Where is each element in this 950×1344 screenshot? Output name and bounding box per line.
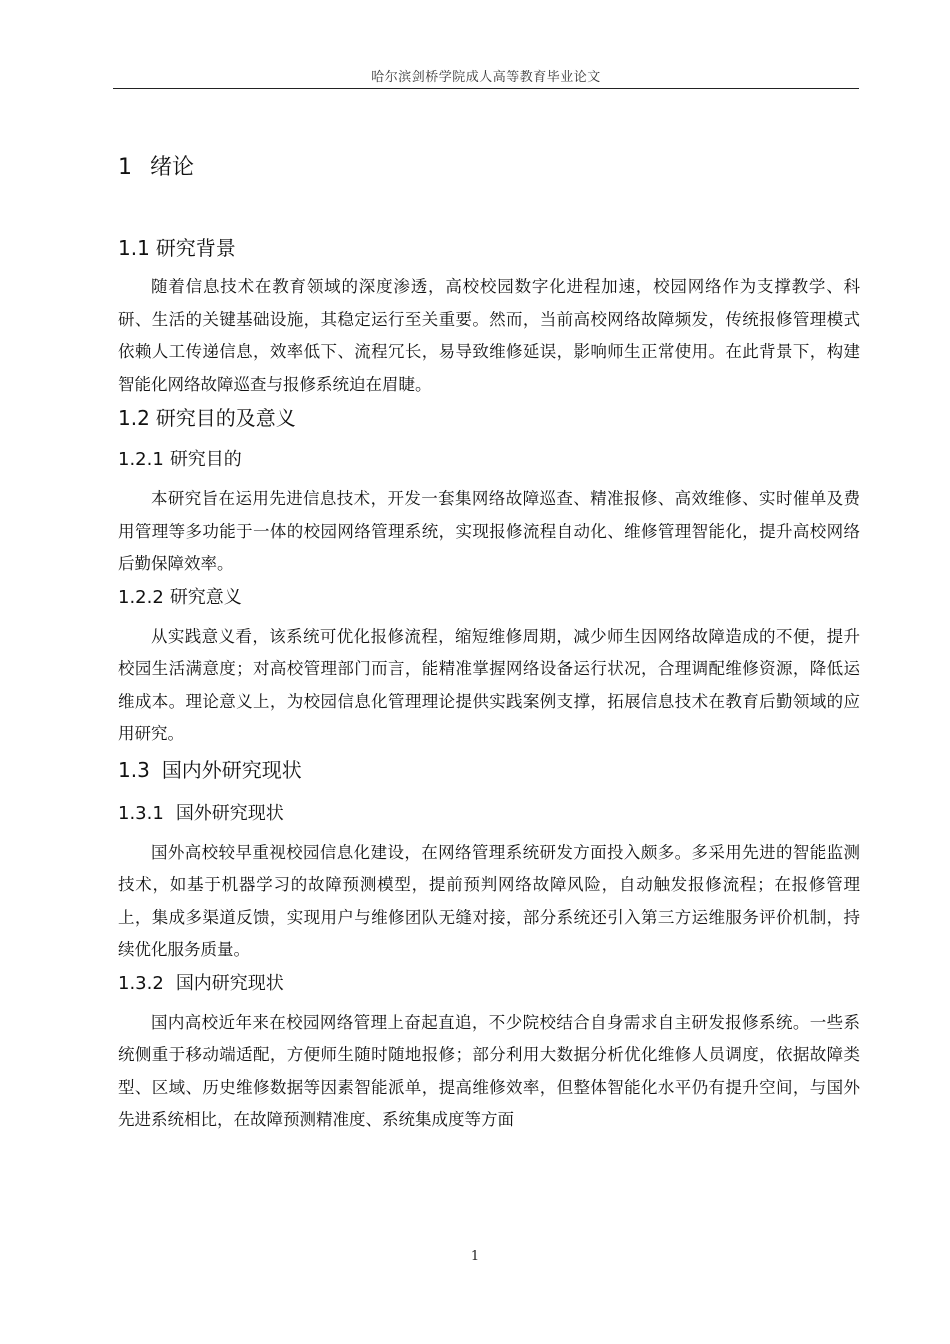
paragraph-foreign-research: 国外高校较早重视校园信息化建设，在网络管理系统研发方面投入颇多。多采用先进的智能监测技术，如基于机器学习的故障预测模型，提前预判网络故障风险，自动触发报修流程；在报修管理上，集成多渠道反馈，实现用户与维修团队无缝对接，部分系统还引入第三方运维服务评价机制，持续优化服务质量。 [118,842,860,959]
section-number: 1.3.2 [118,972,164,994]
section-heading-1-2-1 [118,445,860,475]
section-number: 1.3 [118,757,150,782]
paragraph-research-purpose: 本研究旨在运用先进信息技术，开发一套集网络故障巡查、精准报修、高效维修、实时催单及费用管理等多功能于一体的校园网络管理系统，实现报修流程自动化、维修管理智能化，提升高校网络后勤保障效率。 [118,489,860,573]
chapter-number: 1 [118,155,132,180]
section-title: 国外研究现状 [175,802,284,824]
section-heading-1-3 [118,755,860,785]
section-title: 国内外研究现状 [161,757,302,782]
section-title: 国内研究现状 [175,972,284,994]
section-number: 1.3.1 [118,802,164,824]
paragraph-domestic-research: 国内高校近年来在校园网络管理上奋起直追，不少院校结合自身需求自主研发报修系统。一些系统侧重于移动端适配，方便师生随时随地报修；部分利用大数据分析优化维修人员调度，依据故障类型、区域、历史维修数据等因素智能派单，提高维修效率，但整体智能化水平仍有提升空间，与国外先进系统相比，在故障预测精准度、系统集成度等方面 [118,1012,860,1129]
page-number: 1 [470,1249,480,1264]
chapter-title [118,150,860,186]
section-number: 1.2.2 [118,586,164,608]
section-heading-1-3-1 [118,799,860,829]
section-title: 研究意义 [169,586,242,608]
section-title: 研究背景 [155,236,236,260]
section-heading-1-2-2 [118,583,860,613]
chapter-title-text: 绪论 [150,155,195,180]
section-number: 1.1 [118,236,150,260]
section-heading-1-1 [118,233,860,263]
running-header: 哈尔滨剑桥学院成人高等教育毕业论文 [371,70,601,85]
paragraph-research-significance: 从实践意义看，该系统可优化报修流程，缩短维修周期，减少师生因网络故障造成的不便，提升校园生活满意度；对高校管理部门而言，能精准掌握网络设备运行状况，合理调配维修资源，降低运维成本。理论意义上，为校园信息化管理理论提供实践案例支撑，拓展信息技术在教育后勤领域的应用研究。 [118,626,860,743]
section-number: 1.2 [118,406,150,430]
main-content [118,150,860,1137]
section-number: 1.2.1 [118,449,164,470]
section-heading-1-3-2 [118,969,860,999]
section-heading-1-2 [118,403,860,433]
section-title: 研究目的 [169,449,242,470]
paragraph-research-background: 随着信息技术在教育领域的深度渗透，高校校园数字化进程加速，校园网络作为支撑教学、科研、生活的关键基础设施，其稳定运行至关重要。然而，当前高校网络故障频发，传统报修管理模式依赖人工传递信息，效率低下、流程冗长，易导致维修延误，影响师生正常使用。在此背景下，构建智能化网络故障巡查与报修系统迫在眉睫。 [118,277,860,394]
section-title: 研究目的及意义 [155,406,296,430]
header-rule [113,88,859,89]
